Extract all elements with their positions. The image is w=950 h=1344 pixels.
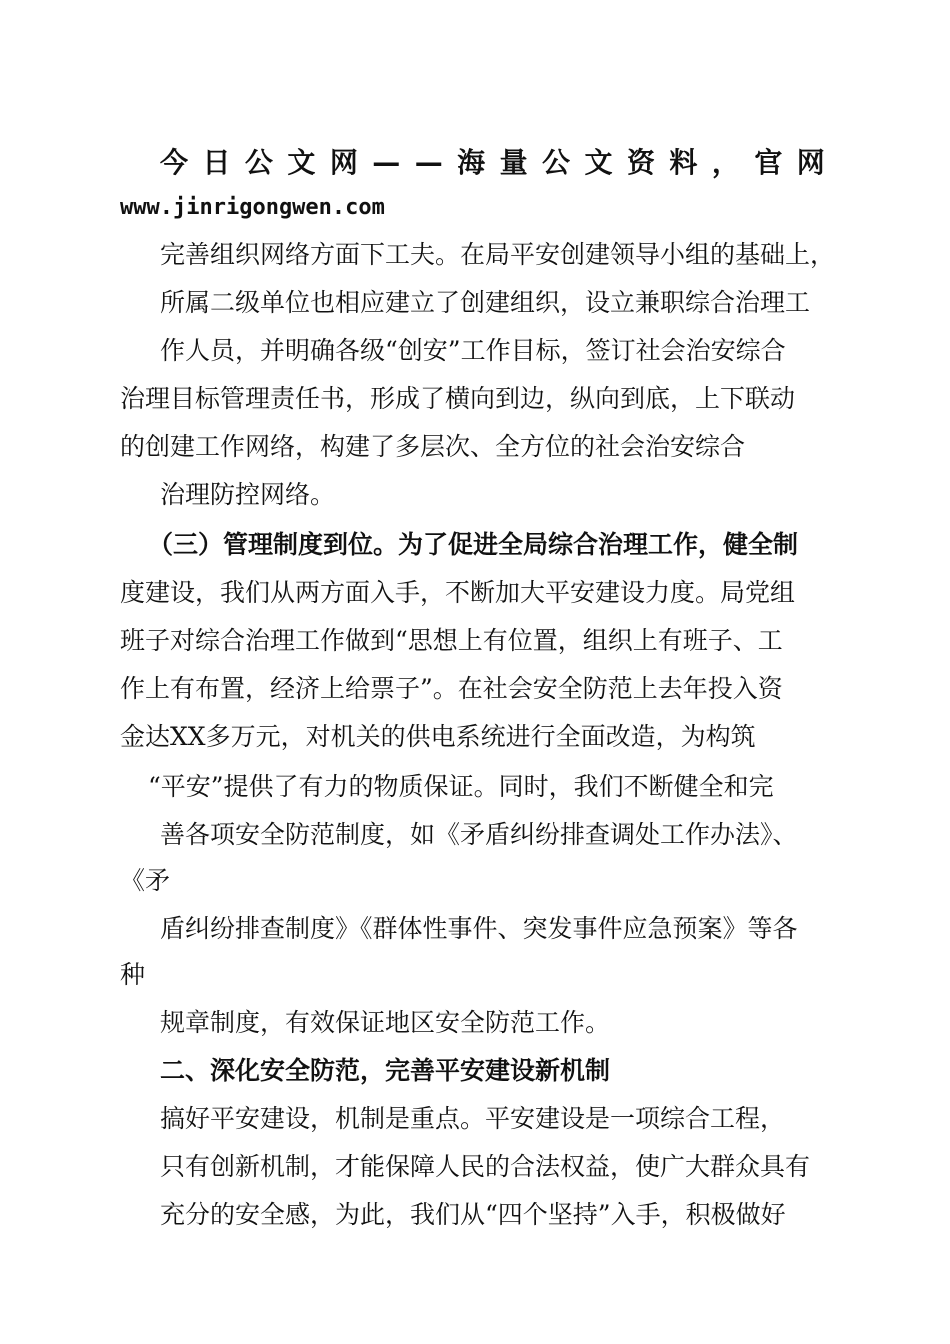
header-char: 官 xyxy=(754,146,783,179)
body-line: 作人员，并明确各级“创安”工作目标，签订社会治安综合 xyxy=(160,336,786,365)
header-char: 公 xyxy=(244,146,273,179)
header-char: 文 xyxy=(584,146,613,179)
header-char: 今 xyxy=(160,146,189,179)
body-line: 盾纠纷排查制度》《群体性事件、突发事件应急预案》等各 xyxy=(160,914,798,943)
header-char: 文 xyxy=(287,146,316,179)
header-char: 料 xyxy=(669,146,698,179)
body-line: 善各项安全防范制度，如《矛盾纠纷排查调处工作办法》、 xyxy=(160,820,798,849)
header-char: 资 xyxy=(626,146,655,179)
site-header-title xyxy=(160,146,825,180)
body-line: 金达XX多万元，对机关的供电系统进行全面改造，为构筑 xyxy=(120,722,756,751)
body-line: 规章制度，有效保证地区安全防范工作。 xyxy=(160,1008,611,1037)
header-char: — xyxy=(372,146,401,179)
header-char: 海 xyxy=(457,146,486,179)
body-line: 作上有布置，经济上给票子”。在社会安全防范上去年投入资 xyxy=(120,674,783,703)
body-line: 完善组织网络方面下工夫。在局平安创建领导小组的基础上， xyxy=(160,240,836,269)
header-char: ， xyxy=(711,146,740,179)
section-heading: 二、深化安全防范，完善平安建设新机制 xyxy=(160,1056,611,1085)
body-line: 的创建工作网络，构建了多层次、全方位的社会治安综合 xyxy=(120,432,746,461)
site-url: www.jinrigongwen.com xyxy=(120,195,385,220)
body-line: 班子对综合治理工作做到“思想上有位置，组织上有班子、工 xyxy=(120,626,783,655)
header-char: 网 xyxy=(796,146,825,179)
body-line: 所属二级单位也相应建立了创建组织，设立兼职综合治理工 xyxy=(160,288,811,317)
body-line: 《矛 xyxy=(120,866,171,895)
header-char: 量 xyxy=(499,146,528,179)
body-line: “平安”提供了有力的物质保证。同时，我们不断健全和完 xyxy=(148,772,774,801)
body-line: 治理目标管理责任书，形成了横向到边，纵向到底，上下联动 xyxy=(120,384,796,413)
body-line: 搞好平安建设，机制是重点。平安建设是一项综合工程， xyxy=(160,1104,786,1133)
body-line: 度建设，我们从两方面入手，不断加大平安建设力度。局党组 xyxy=(120,578,796,607)
header-char: 日 xyxy=(202,146,231,179)
header-char: — xyxy=(414,146,443,179)
body-line: 种 xyxy=(120,960,146,989)
body-line: 充分的安全感，为此，我们从“四个坚持”入手，积极做好 xyxy=(160,1200,786,1229)
body-line: 治理防控网络。 xyxy=(160,480,336,509)
header-char: 公 xyxy=(542,146,571,179)
body-line: 只有创新机制，才能保障人民的合法权益，使广大群众具有 xyxy=(160,1152,811,1181)
header-char: 网 xyxy=(329,146,358,179)
section-lead-line: （三）管理制度到位。为了促进全局综合治理工作，健全制 xyxy=(148,530,799,559)
